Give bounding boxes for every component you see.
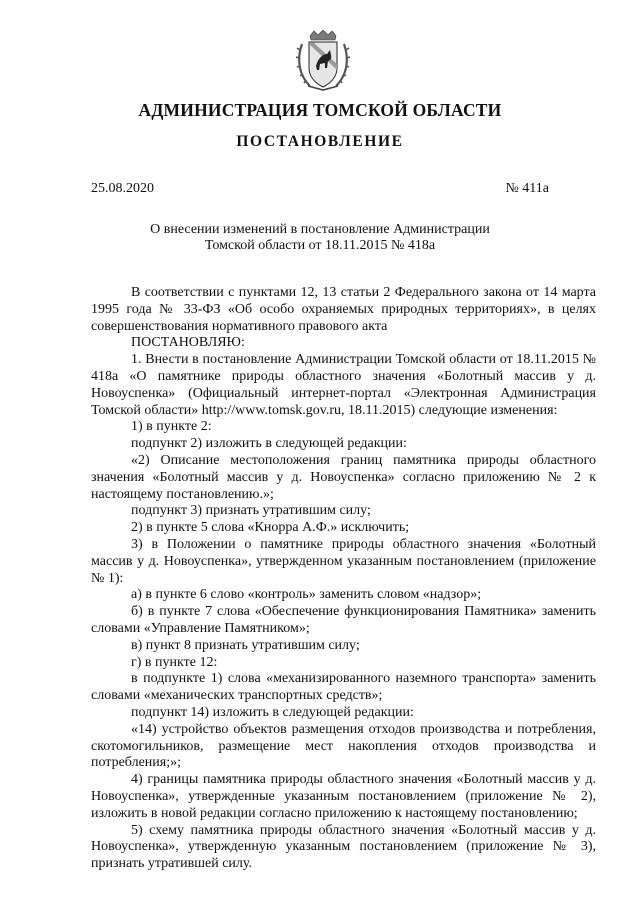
paragraph: «2) Описание местоположения границ памятника природы областного значения «Болотный массив у д. Новоуспенка» согласно приложению № 2 к настоящему постановлению.»; — [91, 452, 596, 502]
paragraph: 1. Внести в постановление Администрации Томской области от 18.11.2015 № 418а «О памятнике природы областного значения «Болотный массив у д. Новоуспенка» (Официальный интернет-портал «Электронная Администрация Томской области» http://www.tomsk.gov.ru, 18.11.2015) следующие изменения: — [91, 352, 596, 418]
paragraph: в) пункт 8 признать утратившим силу; — [131, 637, 360, 653]
document-type-title: ПОСТАНОВЛЕНИЕ — [236, 133, 404, 150]
paragraph: 5) схему памятника природы областного значения «Болотный массив у д. Новоуспенка», утвержденную указанным постановлением (приложение № 3), признать утратившей силу. — [91, 822, 596, 872]
paragraph: В соответствии с пунктами 12, 13 статьи 2 Федерального закона от 14 марта 1995 года № 33-ФЗ «Об особо охраняемых природных территориях», в целях совершенствования нормативного правового акта — [91, 285, 596, 334]
paragraph: ПОСТАНОВЛЯЮ: — [131, 335, 245, 351]
subject-line: Томской области от 18.11.2015 № 418а — [204, 238, 436, 253]
paragraph: б) в пункте 7 слова «Обеспечение функционирования Памятника» заменить словами «Управление Памятником»; — [91, 604, 596, 636]
subject-line: О внесении изменений в постановление Администрации — [150, 222, 490, 237]
paragraph: 4) границы памятника природы областного значения «Болотный массив у д. Новоуспенка», утвержденные указанным постановлением (приложение № 2), изложить в новой редакции согласно приложению к настоящему постановлению; — [91, 772, 596, 821]
document-subject — [0, 222, 640, 254]
paragraph: «14) устройство объектов размещения отходов производства и потребления, скотомогильников, размещение мест накопления отходов производства и потребления;»; — [91, 721, 596, 771]
document-body — [91, 285, 596, 873]
paragraph: подпункт 14) изложить в следующей редакции: — [131, 704, 414, 720]
paragraph: подпункт 3) признать утратившим силу; — [131, 503, 371, 519]
paragraph: 1) в пункте 2: — [131, 419, 212, 435]
paragraph: г) в пункте 12: — [131, 654, 218, 670]
document-number: № 411а — [505, 181, 549, 196]
document-date: 25.08.2020 — [91, 181, 154, 196]
coat-of-arms-icon — [296, 30, 350, 92]
paragraph: подпункт 2) изложить в следующей редакции: — [131, 436, 407, 452]
paragraph: а) в пункте 6 слово «контроль» заменить словом «надзор»; — [131, 587, 482, 603]
paragraph: 3) в Положении о памятнике природы областного значения «Болотный массив у д. Новоуспенка», утвержденном указанным постановлением (приложение № 1): — [91, 536, 596, 586]
paragraph: 2) в пункте 5 слова «Кнорра А.Ф.» исключить; — [131, 520, 410, 536]
paragraph: в подпункте 1) слова «механизированного наземного транспорта» заменить словами «механических транспортных средств»; — [91, 671, 596, 704]
organization-title: АДМИНИСТРАЦИЯ ТОМСКОЙ ОБЛАСТИ — [138, 100, 502, 120]
